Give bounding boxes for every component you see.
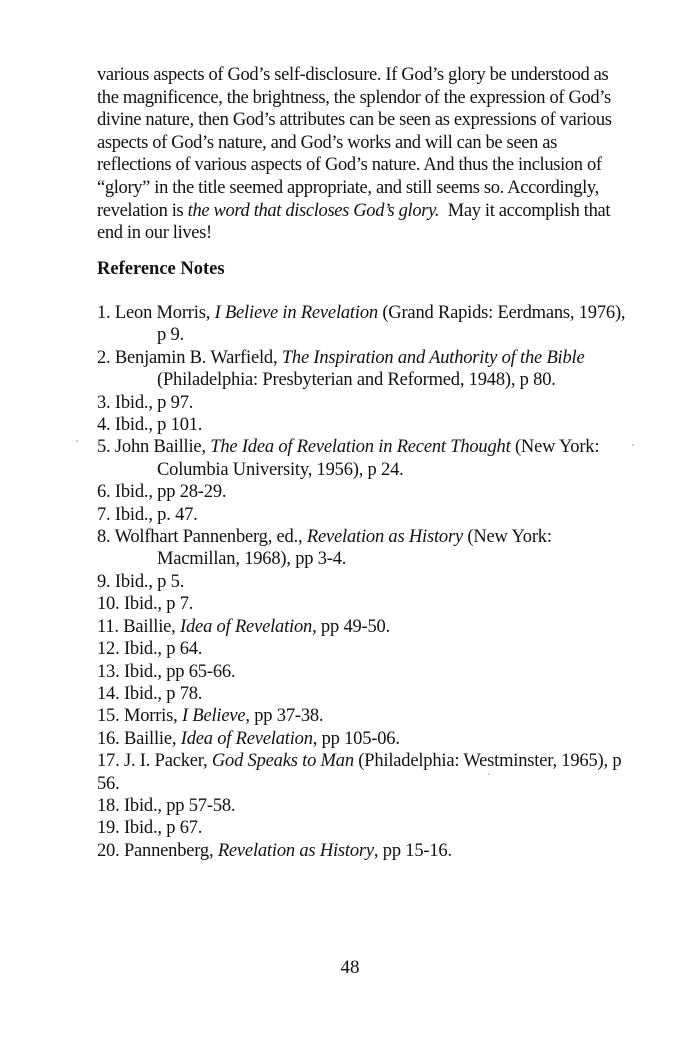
reference-note-text: Wolfhart Pannenberg, ed., [114, 527, 307, 548]
reference-note-continuation: p 9. [157, 325, 184, 346]
reference-note-text: Baillie, [123, 616, 181, 637]
reference-note-line [97, 795, 657, 817]
reference-note [97, 795, 657, 817]
reference-note-text: Ibid., p 97. [114, 392, 194, 413]
reference-note [97, 705, 657, 727]
paragraph-line: various aspects of God’s self-disclosure. If God’s glory be understood as [97, 65, 609, 85]
reference-note-line [97, 638, 657, 660]
reference-note [97, 728, 657, 750]
reference-note-text: (New York: [510, 437, 600, 458]
reference-note-number: 4. [97, 415, 115, 436]
reference-note-line [97, 616, 657, 638]
reference-note [97, 616, 657, 638]
reference-note-line [97, 728, 657, 750]
reference-note-text: Leon Morris, [114, 303, 215, 323]
reference-note-line [97, 504, 657, 526]
reference-note-continuation: Macmillan, 1968), pp 3-4. [157, 549, 347, 570]
reference-note [97, 683, 657, 705]
reference-note-number: 17. [97, 751, 124, 772]
scan-speck [488, 773, 490, 775]
reference-note-text: Ibid., pp 28-29. [114, 482, 227, 503]
reference-note-line [97, 436, 657, 458]
body-paragraph [97, 64, 657, 245]
reference-notes-list [97, 302, 657, 862]
reference-note-title: Revelation as History [217, 840, 374, 861]
reference-note-text: John Baillie, [114, 437, 211, 458]
reference-note-text: Ibid., p. 47. [114, 504, 198, 525]
reference-note-number: 20. [97, 840, 124, 861]
reference-note-line [97, 481, 657, 503]
reference-note-number: 1. [97, 303, 115, 323]
reference-note-line [97, 593, 657, 615]
reference-note-text: Benjamin B. Warfield, [114, 347, 282, 368]
reference-note [97, 504, 657, 526]
reference-note-number: 13. [97, 661, 124, 682]
reference-note-title: God Speaks to Man [211, 751, 354, 772]
reference-note-number: 9. [97, 571, 115, 592]
reference-note [97, 571, 657, 593]
paragraph-line: the magnificence, the brightness, the splendor of the expression of God’s [97, 87, 611, 108]
reference-note-number: 10. [97, 594, 124, 615]
reference-note-text: Morris, [123, 706, 182, 727]
reference-note [97, 840, 657, 862]
reference-note-text: Ibid., pp 65-66. [123, 661, 236, 682]
reference-note-number: 12. [97, 639, 124, 660]
reference-note-title: Idea of Revelation [180, 728, 313, 749]
reference-note-line [97, 840, 657, 862]
reference-note-line [97, 705, 657, 727]
reference-note-title: Idea of Revelation [180, 616, 313, 637]
reference-note-line [97, 392, 657, 414]
reference-note-line [97, 571, 657, 593]
reference-note-continuation: Columbia University, 1956), p 24. [157, 459, 404, 480]
reference-note-title: The Idea of Revelation in Recent Thought [210, 437, 511, 458]
reference-note-text: Pannenberg, [123, 840, 218, 861]
reference-note-text: Ibid., p 5. [114, 571, 185, 592]
reference-note-text: Ibid., p 7. [123, 594, 194, 615]
reference-note-number: 18. [97, 795, 124, 816]
reference-note-number: 19. [97, 818, 124, 839]
reference-note-text: (Philadelphia: Westminster, 1965), p [353, 751, 622, 772]
reference-note [97, 347, 657, 392]
reference-note [97, 526, 657, 571]
page-number: 48 [340, 957, 360, 978]
reference-note-text: , pp 15-16. [373, 840, 452, 861]
paragraph-line: end in our lives! [97, 223, 212, 244]
reference-note [97, 481, 657, 503]
reference-note [97, 414, 657, 436]
reference-note-text: Ibid., p 64. [123, 639, 203, 660]
scan-speck [76, 440, 78, 442]
paragraph-line: aspects of God’s nature, and God’s works and will can be seen as [97, 132, 558, 153]
reference-note [97, 817, 657, 839]
reference-note-text: (New York: [463, 527, 552, 548]
paragraph-line: “glory” in the title seemed appropriate, and still seems so. Accordingly, [97, 177, 599, 198]
paragraph-line: divine nature, then God’s attributes can be seen as expressions of various [97, 110, 612, 131]
paragraph-line [97, 200, 657, 223]
reference-note-text: , pp 37-38. [245, 706, 324, 727]
reference-note [97, 436, 657, 481]
reference-note-text: Ibid., p 78. [123, 683, 203, 704]
reference-note-line [97, 661, 657, 683]
reference-note-line [97, 347, 657, 369]
reference-note-title: I Believe [181, 706, 246, 727]
reference-note-text: (Grand Rapids: Eerdmans, 1976), [377, 303, 626, 323]
reference-note-line [97, 414, 657, 436]
reference-note [97, 661, 657, 683]
reference-note-text: Ibid., p 101. [114, 415, 203, 436]
reference-note [97, 638, 657, 660]
reference-note-number: 7. [97, 504, 115, 525]
reference-note-number: 8. [97, 527, 115, 548]
paragraph-line-pre: revelation is [97, 200, 188, 221]
reference-note-number: 14. [97, 683, 124, 704]
paragraph-line: reflections of various aspects of God’s nature. And thus the inclusion of [97, 155, 602, 176]
reference-note-title: Revelation as History [306, 527, 463, 548]
reference-note-text: Ibid., p 67. [123, 818, 203, 839]
reference-note-line [97, 817, 657, 839]
reference-note-number: 2. [97, 347, 115, 368]
reference-note-line [97, 302, 657, 324]
reference-note-number: 15. [97, 706, 124, 727]
reference-note-text: Baillie, [123, 728, 181, 749]
reference-note-continuation: (Philadelphia: Presbyterian and Reformed, 1948), p 80. [157, 370, 556, 391]
reference-note [97, 593, 657, 615]
reference-notes-heading: Reference Notes [97, 259, 225, 279]
reference-note [97, 392, 657, 414]
reference-note-number: 16. [97, 728, 124, 749]
reference-note-number: 5. [97, 437, 115, 458]
reference-note-text: J. I. Packer, [123, 751, 212, 772]
reference-note-number: 6. [97, 482, 115, 503]
reference-note-text: , pp 105-06. [312, 728, 400, 749]
reference-note-continuation: 56. [97, 773, 120, 794]
reference-note [97, 750, 657, 795]
reference-note-text: , pp 49-50. [312, 616, 391, 637]
reference-note-line [97, 526, 657, 548]
reference-note-title: I Believe in Revelation [214, 303, 378, 323]
reference-note-text: Ibid., pp 57-58. [123, 795, 236, 816]
reference-note-number: 3. [97, 392, 115, 413]
reference-note-number: 11. [97, 616, 124, 637]
paragraph-line-italic: the word that discloses God’s glory. [187, 200, 440, 221]
paragraph-line-post: May it accomplish that [439, 200, 611, 221]
scan-speck [632, 444, 634, 446]
reference-note-title: The Inspiration and Authority of the Bible [281, 347, 585, 368]
reference-note [97, 302, 657, 347]
reference-note-line [97, 750, 657, 772]
reference-note-line [97, 683, 657, 705]
